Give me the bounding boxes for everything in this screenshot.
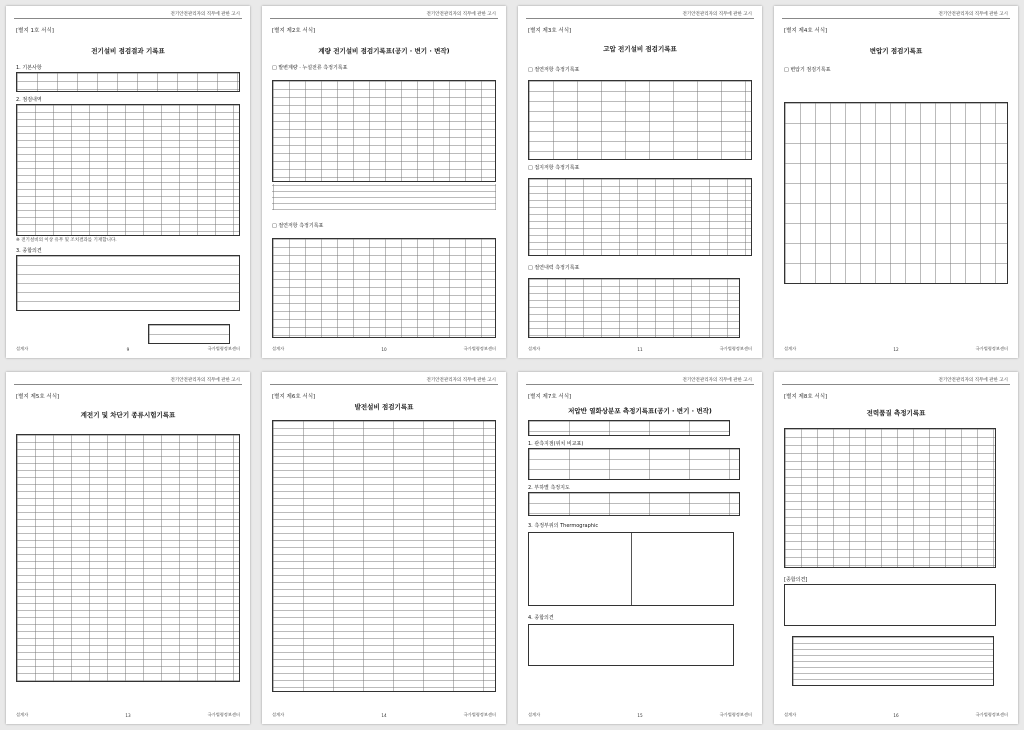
- page-form-2: [262, 6, 506, 358]
- footer-right: 국가법령정보센터: [207, 712, 240, 717]
- subsection-heading: □ 절연저항 측정기록표: [528, 67, 580, 73]
- footer-left: 설계자: [272, 712, 285, 717]
- load-table: [528, 492, 740, 516]
- form-title: 고압 전기설비 점검기록표: [603, 45, 677, 53]
- header-table: [528, 420, 730, 436]
- page-number: 12: [893, 347, 899, 352]
- form-label: [별지 제5호 서식]: [16, 394, 60, 400]
- subsection-heading: [종합의견]: [784, 577, 808, 583]
- subsection-heading: 1. 관측지점(위치 비교표): [528, 441, 584, 447]
- header-divider: [14, 384, 242, 385]
- note-text: ※ 전기설비의 이상 유무 및 조치결과를 기재합니다.: [16, 238, 117, 243]
- footer-right: 국가법령정보센터: [719, 346, 752, 351]
- relay-breaker-table: [16, 434, 240, 682]
- form-title: 저압반 열화상분포 측정기록표(공기 · 변기 · 변작): [568, 407, 712, 415]
- subsection-heading: 3. 측정부위의 Thermographic: [528, 523, 599, 529]
- subsection-heading: 4. 종합의견: [528, 615, 554, 621]
- footer-left: 설계자: [784, 346, 797, 351]
- header-divider: [14, 18, 242, 19]
- page-form-8: [774, 372, 1018, 724]
- running-header: 전기안전관리자의 직무에 관한 고시: [426, 378, 496, 383]
- footer-left: 설계자: [272, 346, 285, 351]
- form-label: [별지 제7호 서식]: [528, 394, 572, 400]
- page-number: 14: [381, 713, 387, 718]
- footer-left: 설계자: [784, 712, 797, 717]
- form-label: [별지 제3호 서식]: [528, 28, 572, 34]
- footer-left: 설계자: [16, 346, 29, 351]
- footer-right: 국가법령정보센터: [207, 346, 240, 351]
- form-label: [별지 1호 서식]: [16, 28, 54, 34]
- page-form-3: [518, 6, 762, 358]
- signature-box: [148, 324, 230, 344]
- subsection-heading: □ 발변계량 · 누설전류 측정기록표: [272, 65, 348, 71]
- header-divider: [782, 18, 1010, 19]
- page-form-1: [6, 6, 250, 358]
- footer-right: 국가법령정보센터: [975, 346, 1008, 351]
- header-divider: [270, 18, 498, 19]
- running-header: 전기안전관리자의 직무에 관한 고시: [170, 378, 240, 383]
- subsection-heading: □ 접지저항 측정기록표: [528, 165, 580, 171]
- footer-right: 국가법령정보센터: [975, 712, 1008, 717]
- criteria-table: [792, 636, 994, 686]
- thermograph-divider: [631, 533, 632, 605]
- grounding-table: [528, 178, 752, 256]
- notes-block: [272, 184, 496, 210]
- footer-right: 국가법령정보센터: [463, 712, 496, 717]
- header-divider: [526, 18, 754, 19]
- header-divider: [270, 384, 498, 385]
- subsection-heading: □ 절연내력 측정기록표: [528, 265, 580, 271]
- header-divider: [782, 384, 1010, 385]
- inspection-table: [16, 104, 240, 236]
- insulation-table: [272, 238, 496, 338]
- power-quality-table: [784, 428, 996, 568]
- form-label: [별지 제6호 서식]: [272, 394, 316, 400]
- page-number: 11: [637, 347, 643, 352]
- running-header: 전기안전관리자의 직무에 관한 고시: [682, 378, 752, 383]
- subsection-heading: □ 변압기 점검기록표: [784, 67, 831, 73]
- opinion-box: [528, 624, 734, 666]
- dielectric-table: [528, 278, 740, 338]
- page-number: 10: [381, 347, 387, 352]
- page-number: 13: [125, 713, 131, 718]
- subsection-heading: 2. 부하별 측정지도: [528, 485, 570, 491]
- page-form-7: [518, 372, 762, 724]
- page-form-6: [262, 372, 506, 724]
- form-label: [별지 제4호 서식]: [784, 28, 828, 34]
- opinion-box: [784, 584, 996, 626]
- form-label: [별지 제2호 서식]: [272, 28, 316, 34]
- footer-left: 설계자: [16, 712, 29, 717]
- section-heading: 2. 점검내역: [16, 97, 42, 103]
- running-header: 전기안전관리자의 직무에 관한 고시: [170, 12, 240, 17]
- running-header: 전기안전관리자의 직무에 관한 고시: [938, 378, 1008, 383]
- footer-left: 설계자: [528, 346, 541, 351]
- insulation-table: [528, 80, 752, 160]
- form-title: 전기설비 점검결과 기록표: [91, 47, 165, 55]
- running-header: 전기안전관리자의 직무에 관한 고시: [682, 12, 752, 17]
- section-heading: 1. 기본사항: [16, 65, 42, 71]
- running-header: 전기안전관리자의 직무에 관한 고시: [938, 12, 1008, 17]
- form-title: 발전설비 점검기록표: [354, 403, 414, 411]
- form-title: 변압기 점검기록표: [869, 47, 923, 55]
- info-table: [16, 72, 240, 92]
- leakage-table: [272, 80, 496, 182]
- section-heading: 3. 종합의견: [16, 248, 42, 254]
- page-number: 9: [126, 347, 130, 352]
- thermograph-box: [528, 532, 734, 606]
- footer-right: 국가법령정보센터: [463, 346, 496, 351]
- form-title: 계전기 및 차단기 종류시험기록표: [80, 411, 176, 419]
- page-number: 15: [637, 713, 643, 718]
- subsection-heading: □ 절연저항 측정기록표: [272, 223, 324, 229]
- comparison-table: [528, 448, 740, 480]
- form-title: 전력품질 측정기록표: [866, 409, 926, 417]
- generator-table: [272, 420, 496, 692]
- footer-right: 국가법령정보센터: [719, 712, 752, 717]
- running-header: 전기안전관리자의 직무에 관한 고시: [426, 12, 496, 17]
- opinion-box: [16, 255, 240, 311]
- page-form-5: [6, 372, 250, 724]
- form-label: [별지 제8호 서식]: [784, 394, 828, 400]
- footer-left: 설계자: [528, 712, 541, 717]
- header-divider: [526, 384, 754, 385]
- form-title: 계량 전기설비 점검기록표(공기 · 변기 · 변작): [318, 47, 450, 55]
- page-form-4: [774, 6, 1018, 358]
- page-number: 16: [893, 713, 899, 718]
- transformer-table: [784, 102, 1008, 284]
